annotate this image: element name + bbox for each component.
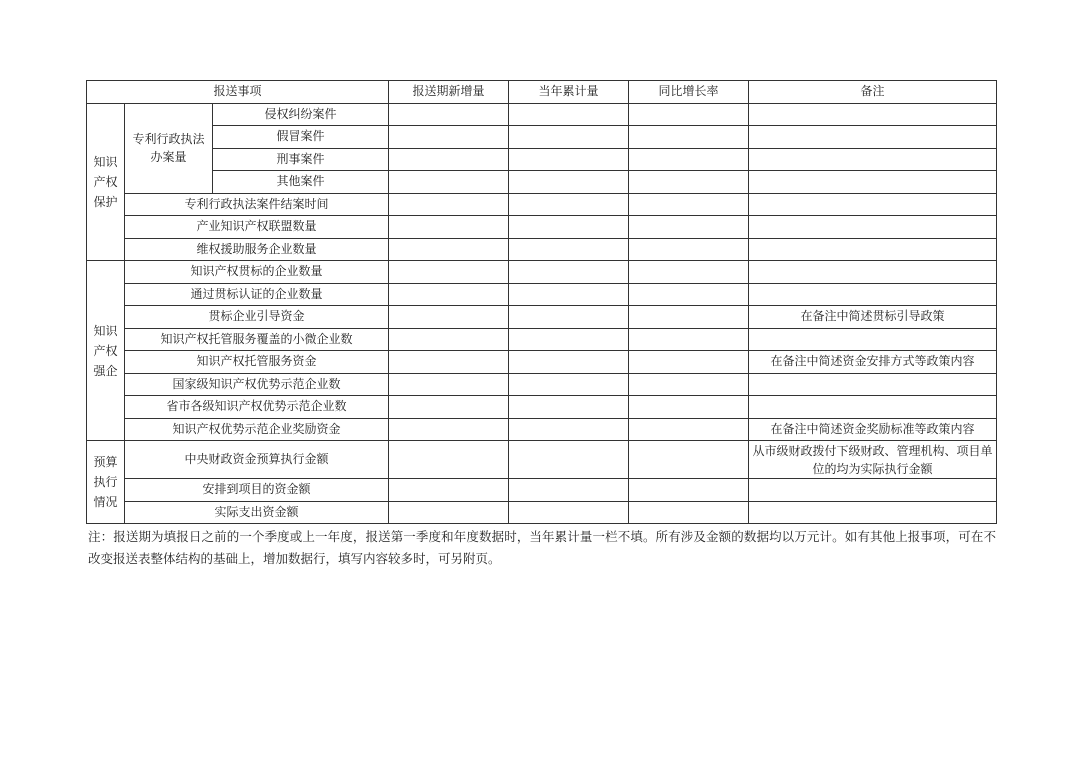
table-row xyxy=(87,328,997,351)
cell-yoy-growth[interactable] xyxy=(629,216,749,239)
cell-year-total[interactable] xyxy=(509,126,629,149)
cell-new-added[interactable] xyxy=(389,396,509,419)
table-row xyxy=(87,193,997,216)
table-row xyxy=(87,418,997,441)
row-label: 其他案件 xyxy=(213,171,389,194)
cell-yoy-growth[interactable] xyxy=(629,479,749,502)
cell-new-added[interactable] xyxy=(389,306,509,329)
cell-new-added[interactable] xyxy=(389,103,509,126)
header-remarks: 备注 xyxy=(749,81,997,104)
cell-year-total[interactable] xyxy=(509,328,629,351)
cell-yoy-growth[interactable] xyxy=(629,261,749,284)
cell-year-total[interactable] xyxy=(509,238,629,261)
cell-remarks[interactable] xyxy=(749,238,997,261)
cell-year-total[interactable] xyxy=(509,171,629,194)
cell-year-total[interactable] xyxy=(509,306,629,329)
cell-year-total[interactable] xyxy=(509,148,629,171)
cell-yoy-growth[interactable] xyxy=(629,418,749,441)
header-row xyxy=(87,81,997,104)
cell-yoy-growth[interactable] xyxy=(629,126,749,149)
cell-year-total[interactable] xyxy=(509,216,629,239)
cell-remarks[interactable] xyxy=(749,396,997,419)
row-label: 假冒案件 xyxy=(213,126,389,149)
table-row xyxy=(87,126,997,149)
cell-remarks[interactable] xyxy=(749,126,997,149)
cell-year-total[interactable] xyxy=(509,373,629,396)
header-year-total: 当年累计量 xyxy=(509,81,629,104)
table-row xyxy=(87,216,997,239)
cell-yoy-growth[interactable] xyxy=(629,501,749,524)
cell-year-total[interactable] xyxy=(509,479,629,502)
cell-remarks[interactable] xyxy=(749,216,997,239)
category-budget: 预算 执行 情况 xyxy=(87,441,125,524)
table-row xyxy=(87,103,997,126)
group-patent-enforcement: 专利行政执法 办案量 xyxy=(125,103,213,193)
cell-yoy-growth[interactable] xyxy=(629,396,749,419)
cell-new-added[interactable] xyxy=(389,171,509,194)
cell-yoy-growth[interactable] xyxy=(629,238,749,261)
table-row xyxy=(87,501,997,524)
cell-year-total[interactable] xyxy=(509,261,629,284)
table-row xyxy=(87,351,997,374)
cell-year-total[interactable] xyxy=(509,501,629,524)
table-row xyxy=(87,238,997,261)
cell-yoy-growth[interactable] xyxy=(629,373,749,396)
cell-yoy-growth[interactable] xyxy=(629,441,749,479)
row-label: 知识产权贯标的企业数量 xyxy=(125,261,389,284)
cell-year-total[interactable] xyxy=(509,193,629,216)
cell-new-added[interactable] xyxy=(389,216,509,239)
cell-yoy-growth[interactable] xyxy=(629,171,749,194)
cell-new-added[interactable] xyxy=(389,351,509,374)
row-label: 国家级知识产权优势示范企业数 xyxy=(125,373,389,396)
cell-remarks[interactable]: 在备注中简述资金安排方式等政策内容 xyxy=(749,351,997,374)
cell-remarks[interactable] xyxy=(749,328,997,351)
cell-year-total[interactable] xyxy=(509,283,629,306)
cell-new-added[interactable] xyxy=(389,126,509,149)
cell-year-total[interactable] xyxy=(509,418,629,441)
cell-remarks[interactable]: 在备注中简述贯标引导政策 xyxy=(749,306,997,329)
row-label: 侵权纠纷案件 xyxy=(213,103,389,126)
cell-remarks[interactable] xyxy=(749,501,997,524)
row-label: 产业知识产权联盟数量 xyxy=(125,216,389,239)
header-yoy-growth: 同比增长率 xyxy=(629,81,749,104)
table-row xyxy=(87,148,997,171)
cell-remarks[interactable] xyxy=(749,103,997,126)
report-table xyxy=(86,80,997,524)
cell-yoy-growth[interactable] xyxy=(629,283,749,306)
cell-remarks[interactable] xyxy=(749,193,997,216)
cell-yoy-growth[interactable] xyxy=(629,328,749,351)
cell-yoy-growth[interactable] xyxy=(629,306,749,329)
cell-year-total[interactable] xyxy=(509,396,629,419)
table-row xyxy=(87,171,997,194)
row-label: 维权援助服务企业数量 xyxy=(125,238,389,261)
table-row xyxy=(87,396,997,419)
cell-yoy-growth[interactable] xyxy=(629,193,749,216)
cell-remarks[interactable] xyxy=(749,479,997,502)
category-protection: 知识 产权 保护 xyxy=(87,103,125,261)
cell-new-added[interactable] xyxy=(389,501,509,524)
footnote: 注：报送期为填报日之前的一个季度或上一年度，报送第一季度和年度数据时，当年累计量一栏不填。所有涉及金额的数据均以万元计。如有其他上报事项，可在不改变报送表整体结构的基础上，增加数据行，填写内容较多时，可另附页。 xyxy=(88,529,996,566)
cell-yoy-growth[interactable] xyxy=(629,103,749,126)
row-label: 中央财政资金预算执行金额 xyxy=(125,441,389,479)
cell-year-total[interactable] xyxy=(509,103,629,126)
cell-remarks[interactable]: 在备注中简述资金奖励标准等政策内容 xyxy=(749,418,997,441)
cell-yoy-growth[interactable] xyxy=(629,148,749,171)
cell-year-total[interactable] xyxy=(509,351,629,374)
cell-new-added[interactable] xyxy=(389,283,509,306)
row-label: 通过贯标认证的企业数量 xyxy=(125,283,389,306)
cell-remarks[interactable] xyxy=(749,373,997,396)
table-row xyxy=(87,261,997,284)
row-label: 知识产权托管服务资金 xyxy=(125,351,389,374)
cell-year-total[interactable] xyxy=(509,441,629,479)
cell-remarks[interactable] xyxy=(749,171,997,194)
cell-new-added[interactable] xyxy=(389,373,509,396)
row-label: 安排到项目的资金额 xyxy=(125,479,389,502)
table-row xyxy=(87,306,997,329)
row-label: 贯标企业引导资金 xyxy=(125,306,389,329)
cell-new-added[interactable] xyxy=(389,479,509,502)
row-label: 实际支出资金额 xyxy=(125,501,389,524)
cell-new-added[interactable] xyxy=(389,418,509,441)
cell-remarks[interactable] xyxy=(749,261,997,284)
header-item: 报送事项 xyxy=(87,81,389,104)
header-new-added: 报送期新增量 xyxy=(389,81,509,104)
table-row xyxy=(87,373,997,396)
table-row xyxy=(87,441,997,479)
cell-remarks[interactable]: 从市级财政拨付下级财政、管理机构、项目单位的均为实际执行金额 xyxy=(749,441,997,479)
cell-remarks[interactable] xyxy=(749,283,997,306)
row-label: 专利行政执法案件结案时间 xyxy=(125,193,389,216)
table-row xyxy=(87,479,997,502)
cell-remarks[interactable] xyxy=(749,148,997,171)
cell-new-added[interactable] xyxy=(389,238,509,261)
cell-new-added[interactable] xyxy=(389,193,509,216)
cell-new-added[interactable] xyxy=(389,148,509,171)
cell-new-added[interactable] xyxy=(389,328,509,351)
row-label: 知识产权托管服务覆盖的小微企业数 xyxy=(125,328,389,351)
cell-new-added[interactable] xyxy=(389,261,509,284)
row-label: 刑事案件 xyxy=(213,148,389,171)
category-enterprise: 知识 产权 强企 xyxy=(87,261,125,441)
cell-new-added[interactable] xyxy=(389,441,509,479)
row-label: 省市各级知识产权优势示范企业数 xyxy=(125,396,389,419)
table-row xyxy=(87,283,997,306)
row-label: 知识产权优势示范企业奖励资金 xyxy=(125,418,389,441)
cell-yoy-growth[interactable] xyxy=(629,351,749,374)
